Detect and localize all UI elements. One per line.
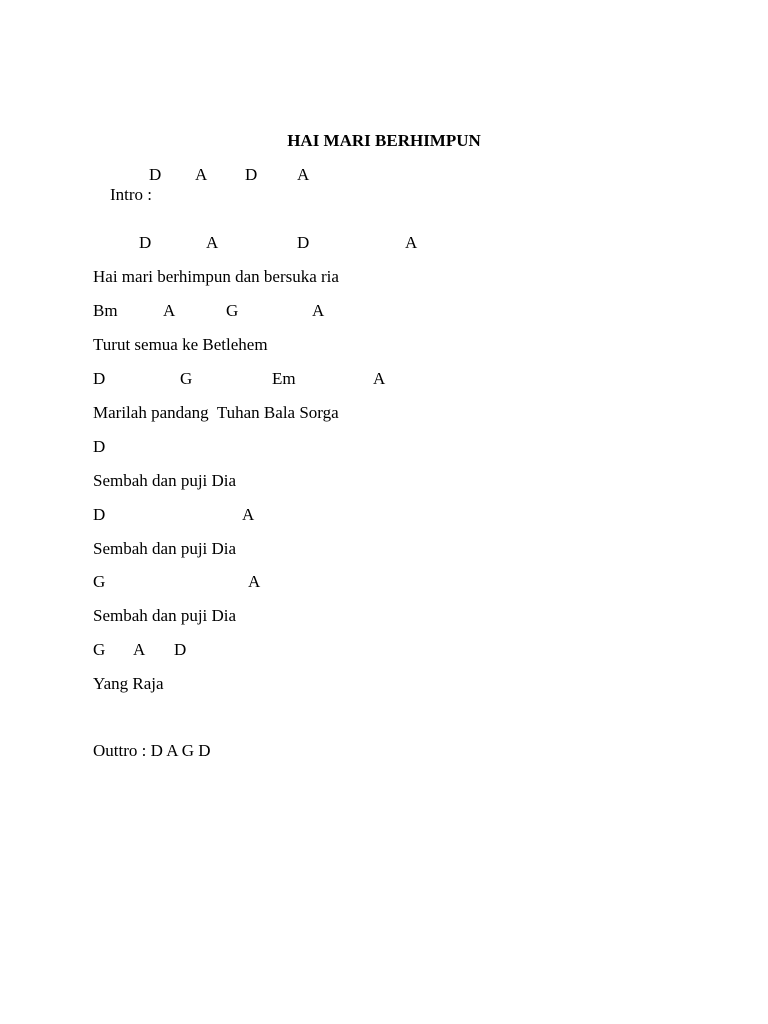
chord: A [312,301,325,320]
chord: Bm [93,301,118,320]
outro-line: Outtro : D A G D [93,741,211,760]
intro-chord: D [245,165,258,184]
intro-label: Intro : [110,185,157,204]
lyric-line: Sembah dan puji Dia [93,606,237,625]
lyric-line: Hai mari berhimpun dan bersuka ria [93,267,339,286]
song-title: HAI MARI BERHIMPUN [287,131,481,150]
lyric-line: Marilah pandang Tuhan Bala Sorga [93,403,339,422]
chord: G [93,572,106,591]
chord: D [174,640,187,659]
chord: A [206,233,219,252]
chord: D [139,233,152,252]
lyric-line: Sembah dan puji Dia [93,471,237,490]
chord: A [242,505,255,524]
chord: Em [272,369,296,388]
chord: A [248,572,261,591]
intro-chord: A [195,165,208,184]
chord: G [226,301,239,320]
intro-chord: A [297,165,310,184]
chord: A [133,640,146,659]
lyric-line: Yang Raja [93,674,164,693]
intro-line [93,165,156,225]
chord: D [93,505,106,524]
chord: A [405,233,418,252]
chord: G [93,640,106,659]
lyric-line: Sembah dan puji Dia [93,539,237,558]
chord: A [373,369,386,388]
lyric-line: Turut semua ke Betlehem [93,335,268,354]
intro-chord: D [149,165,162,184]
chord: D [297,233,310,252]
chord: A [163,301,176,320]
chord: D [93,369,106,388]
chord: D [93,437,106,456]
chord: G [180,369,193,388]
